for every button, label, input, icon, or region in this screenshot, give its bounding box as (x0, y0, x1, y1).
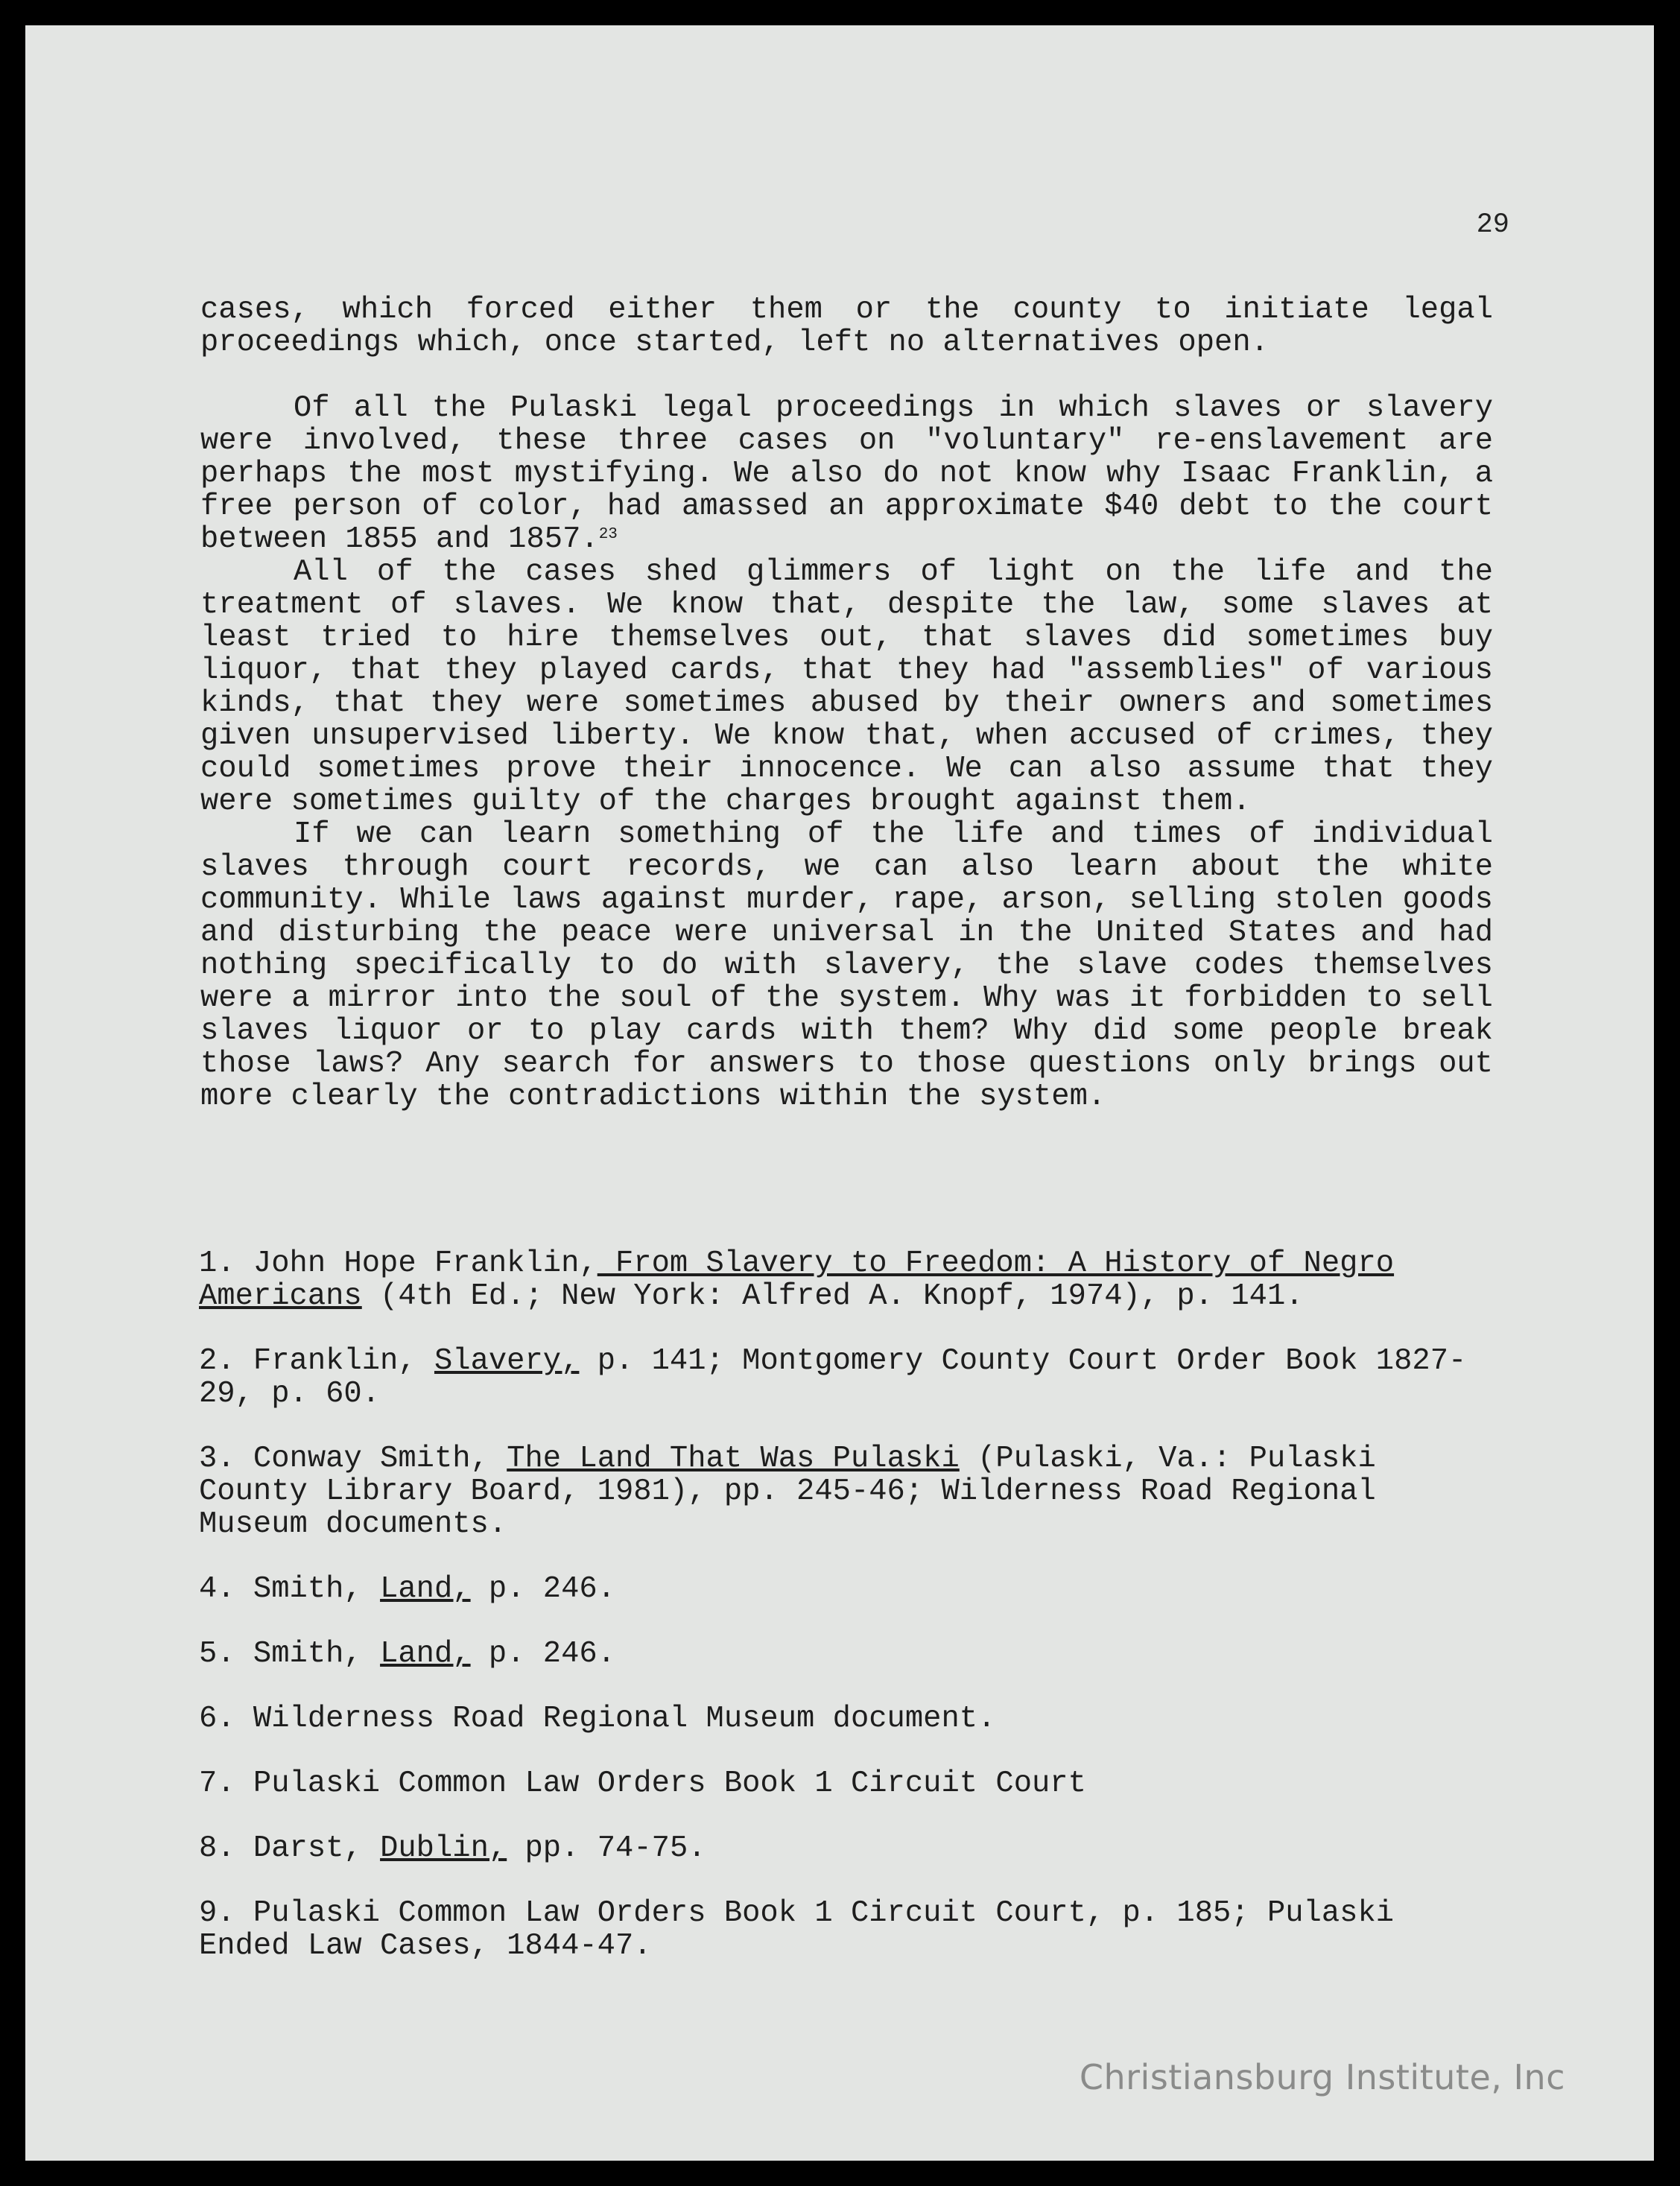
endnote-number: 4. (199, 1572, 253, 1606)
endnote (199, 1702, 1495, 1735)
footnote-ref-23: 23 (598, 526, 618, 543)
endnote-text: p. 246. (470, 1637, 616, 1671)
watermark: Christiansburg Institute, Inc (1079, 2057, 1565, 2097)
endnotes (199, 1247, 1495, 1995)
endnote-text: p. 141; Montgomery County Court Order Book 1827-29, p. 60. (199, 1344, 1467, 1411)
endnote-text: Pulaski Common Law Orders Book 1 Circuit Court, p. 185; Pulaski Ended Law Cases, 1844-47. (199, 1896, 1395, 1963)
paragraph-3: All of the cases shed glimmers of light on the life and the treatment of slaves. We know that, despite the law, some slaves at least tried to hire themselves out, that slaves did sometimes buy liquor, that they played cards, that they had "assemblies" of various kinds, that they were sometimes abused by their owners and sometimes given unsupervised liberty. We know that, when accused of crimes, they could sometimes prove their innocence. We can also assume that they were sometimes guilty of the charges brought against them. (200, 555, 1493, 819)
endnote-title: Slavery, (434, 1344, 580, 1378)
endnote-number: 9. (199, 1896, 253, 1930)
body-text (200, 294, 1493, 1113)
endnote-number: 1. (199, 1246, 253, 1281)
endnote (199, 1897, 1495, 1962)
endnote (199, 1345, 1495, 1410)
endnote-text: pp. 74-75. (507, 1831, 706, 1866)
paragraph-2-text: Of all the Pulaski legal proceedings in which slaves or slavery were involved, these three cases on "voluntary" re-enslavement are perhaps the most mystifying. We also do not know why Isaac Franklin, a free person of color, had amassed an approximate $40 debt to the court between 1855 and 1857. (200, 391, 1493, 557)
endnote (199, 1767, 1495, 1800)
endnote (199, 1442, 1495, 1541)
endnote-text: (Pulaski, Va.: Pulaski County Library Board, 1981), pp. 245-46; Wilderness Road Regional Museum documents. (199, 1442, 1376, 1542)
endnote-number: 3. (199, 1442, 253, 1476)
endnote-title: Land, (380, 1572, 471, 1606)
endnote-text: Franklin, (253, 1344, 434, 1378)
endnote-text: (4th Ed.; New York: Alfred A. Knopf, 1974), p. 141. (361, 1279, 1304, 1314)
endnote-title: Dublin, (380, 1831, 507, 1866)
endnote (199, 1638, 1495, 1670)
endnote-text: Wilderness Road Regional Museum document. (253, 1702, 996, 1736)
endnote-text: John Hope Franklin, (253, 1246, 597, 1281)
endnote-text: p. 246. (470, 1572, 616, 1606)
page-number: 29 (1476, 209, 1509, 241)
endnote-title: Land, (380, 1637, 471, 1671)
endnote (199, 1573, 1495, 1606)
endnote-text: Darst, (253, 1831, 381, 1866)
endnote-number: 2. (199, 1344, 253, 1378)
endnote-number: 7. (199, 1767, 253, 1801)
paragraph-2 (200, 392, 1493, 556)
endnote-number: 6. (199, 1702, 253, 1736)
endnote-text: Smith, (253, 1637, 381, 1671)
paragraph-1: cases, which forced either them or the county to initiate legal proceedings which, once started, left no alternatives open. (200, 293, 1493, 360)
document-page (25, 25, 1654, 2161)
endnote-number: 5. (199, 1637, 253, 1671)
endnote (199, 1832, 1495, 1865)
endnote-title: From Slavery to Freedom: A History of Negro Americans (199, 1246, 1395, 1314)
endnote-title: The Land That Was Pulaski (507, 1442, 960, 1476)
endnote-number: 8. (199, 1831, 253, 1866)
endnote-text: Pulaski Common Law Orders Book 1 Circuit Court (253, 1767, 1086, 1801)
endnote-text: Conway Smith, (253, 1442, 507, 1476)
paragraph-4: If we can learn something of the life and times of individual slaves through court records, we can also learn about the white community. While laws against murder, rape, arson, selling stolen goods and disturbing the peace were universal in the United States and had nothing specifically to do with slavery, the slave codes themselves were a mirror into the soul of the system. Why was it forbidden to sell slaves liquor or to play cards with them? Why did some people break those laws? Any search for answers to those questions only brings out more clearly the contradictions within the system. (200, 817, 1493, 1114)
endnote (199, 1247, 1495, 1313)
endnote-text: Smith, (253, 1572, 381, 1606)
